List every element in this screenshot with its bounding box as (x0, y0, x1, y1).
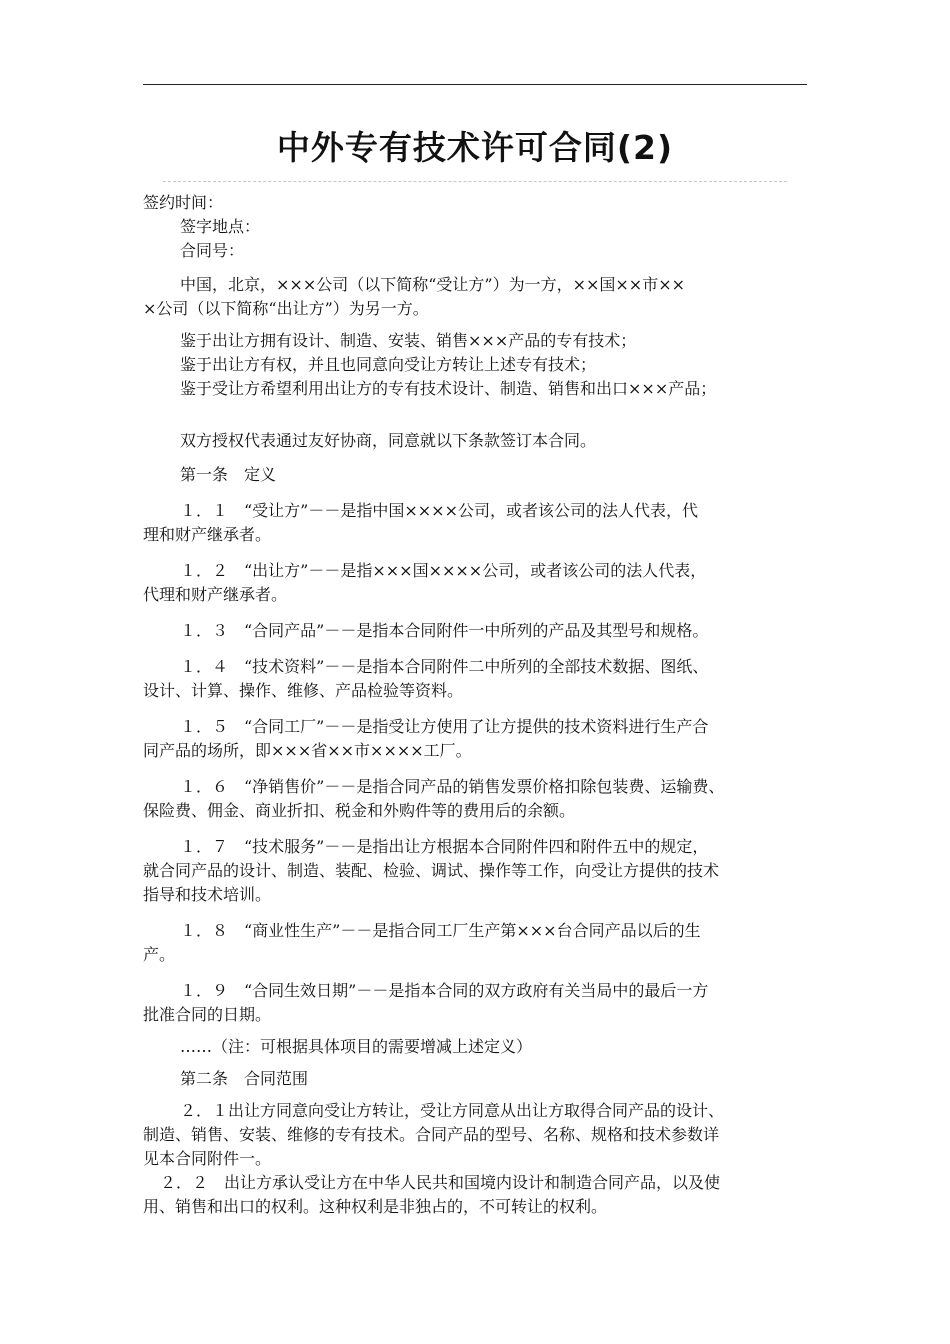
definition-line: 理和财产继承者。 (143, 525, 272, 544)
definition-line: 保险费、佣金、商业折扣、税金和外购件等的费用后的余额。 (143, 801, 576, 820)
definition-line: 就合同产品的设计、制造、装配、检验、调试、操作等工作，向受让方提供的技术 (143, 861, 720, 880)
clause-line: 用、销售和出口的权利。这种权利是非独占的，不可转让的权利。 (143, 1197, 608, 1216)
definition-line: 设计、计算、操作、维修、产品检验等资料。 (143, 681, 464, 700)
title-dashed-rule (163, 181, 787, 182)
clause-2-2 (143, 1171, 807, 1219)
definition-1-4 (143, 655, 807, 703)
article-2-heading: 第二条 合同范围 (180, 1069, 309, 1088)
document-body (143, 191, 807, 1219)
definition-1-3 (143, 619, 807, 643)
intro-line: 中国，北京，×××公司（以下简称“受让方”）为一方，××国××市×× (180, 275, 686, 294)
definition-1-2 (143, 559, 807, 607)
whereas-line: 鉴于出让方拥有设计、制造、安装、销售×××产品的专有技术； (180, 331, 637, 350)
definition-1-1 (143, 499, 807, 547)
document-title: 中外专有技术许可合同(2) (276, 128, 674, 167)
clause-line: ２．１出让方同意向受让方转让，受让方同意从出让方取得合同产品的设计、 (180, 1101, 725, 1120)
definition-1-5 (143, 715, 807, 763)
intro-line: ×公司（以下简称“出让方”）为另一方。 (143, 299, 429, 318)
definition-1-7 (143, 835, 807, 907)
definition-1-6 (143, 775, 807, 823)
definition-line: 同产品的场所，即×××省××市××××工厂。 (143, 741, 472, 760)
definition-line: １．９ “合同生效日期”－－是指本合同的双方政府有关当局中的最后一方 (180, 981, 709, 1000)
definition-line: １．４ “技术资料”－－是指本合同附件二中所列的全部技术数据、图纸、 (180, 657, 709, 676)
definition-line: １．７ “技术服务”－－是指出让方根据本合同附件四和附件五中的规定， (180, 837, 709, 856)
definitions-note: ……（注：可根据具体项目的需要增减上述定义） (180, 1037, 533, 1056)
definition-line: １．１ “受让方”－－是指中国××××公司，或者该公司的法人代表，代 (180, 501, 698, 520)
sign-time: 签约时间： (143, 193, 224, 212)
clause-line: ２．２ 出让方承认受让方在中华人民共和国境内设计和制造合同产品，以及使 (160, 1173, 721, 1192)
whereas-line: 鉴于出让方有权，并且也同意向受让方转让上述专有技术； (180, 355, 597, 374)
definition-line: 产。 (143, 945, 176, 964)
definition-line: 指导和技术培训。 (143, 885, 272, 904)
sign-place: 签字地点： (180, 217, 261, 236)
top-rule (143, 84, 807, 85)
definition-line: １．６ “净销售价”－－是指合同产品的销售发票价格扣除包装费、运输费、 (180, 777, 725, 796)
clause-2-1 (143, 1099, 807, 1171)
definition-line: １．２ “出让方”－－是指×××国××××公司，或者该公司的法人代表， (180, 561, 707, 580)
article-1-heading: 第一条 定义 (180, 465, 277, 484)
agreement-line: 双方授权代表通过友好协商，同意就以下条款签订本合同。 (180, 431, 597, 450)
whereas-block (143, 329, 807, 401)
definition-line: 批准合同的日期。 (143, 1005, 272, 1024)
definition-1-8 (143, 919, 807, 967)
definition-1-9 (143, 979, 807, 1027)
clause-line: 见本合同附件一。 (143, 1149, 272, 1168)
definition-line: １．３ “合同产品”－－是指本合同附件一中所列的产品及其型号和规格。 (180, 621, 709, 640)
definition-line: １．８ “商业性生产”－－是指合同工厂生产第×××台合同产品以后的生 (180, 921, 701, 940)
clause-line: 制造、销售、安装、维修的专有技术。合同产品的型号、名称、规格和技术参数详 (143, 1125, 720, 1144)
intro-paragraph (143, 273, 807, 321)
contract-no: 合同号： (180, 241, 245, 260)
definition-line: １．５ “合同工厂”－－是指受让方使用了让方提供的技术资料进行生产合 (180, 717, 709, 736)
definition-line: 代理和财产继承者。 (143, 585, 288, 604)
whereas-line: 鉴于受让方希望利用出让方的专有技术设计、制造、销售和出口×××产品； (180, 379, 717, 398)
